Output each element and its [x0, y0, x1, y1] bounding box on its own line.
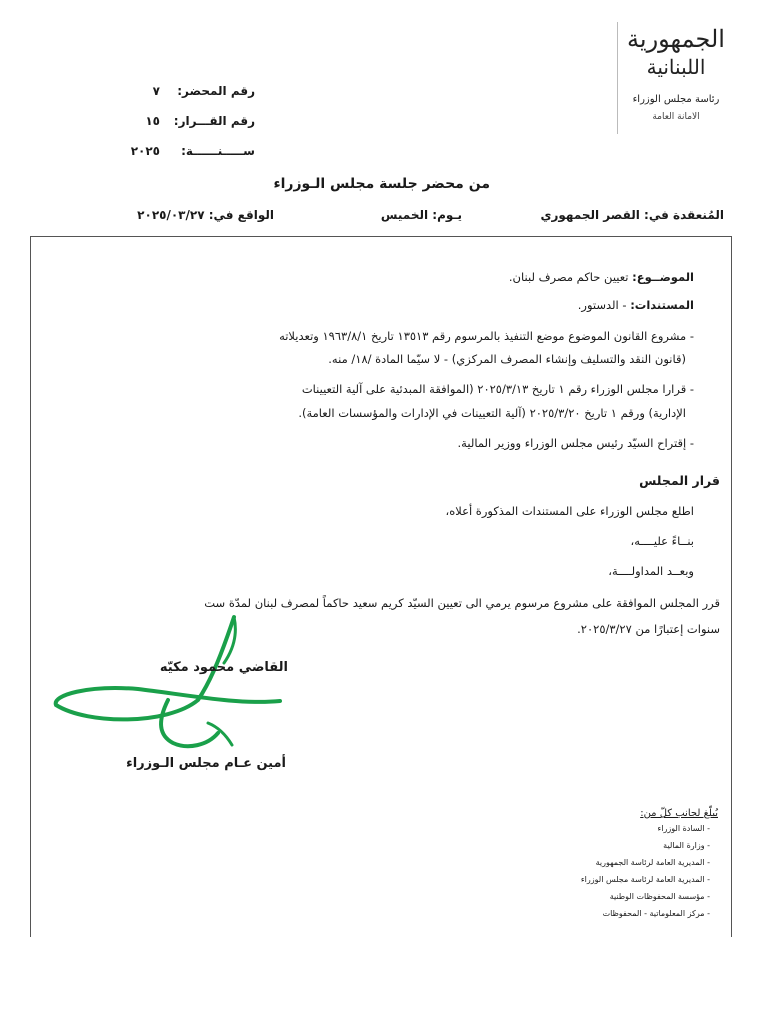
document-item-3: - إقتراح السيّد رئيس مجلس الوزراء ووزير المالية. — [457, 436, 694, 450]
accordingly-line: بنــاءً عليــــه، — [630, 534, 694, 548]
signatory-name: القاضي محمود مكيّه — [159, 660, 288, 675]
documents-first: - الدستور. — [577, 298, 627, 312]
emblem-line-secretariat: الامانة العامة — [652, 112, 700, 122]
signatory-title: أمين عـام مجلس الـوزراء — [126, 756, 286, 771]
emblem-line-presidency: رئاسة مجلس الوزراء — [632, 94, 720, 105]
distribution-item: - مركز المعلوماتية - المحفوظات — [602, 909, 710, 918]
meeting-day: يـوم: الخميس — [380, 208, 462, 222]
document-item-2-line-1: - قرارا مجلس الوزراء رقم ١ تاريخ ٢٠٢٥/٣/١٣ (الموافقة المبدئية على آلية التعيينات — [301, 382, 694, 396]
decision-number-value: ١٥ — [145, 114, 160, 128]
distribution-item: - المديرية العامة لرئاسة مجلس الوزراء — [580, 875, 710, 884]
subject-text: تعيين حاكم مصرف لبنان. — [508, 270, 629, 284]
distribution-item: - وزارة المالية — [663, 841, 710, 850]
reviewed-line: اطلع مجلس الوزراء على المستندات المذكورة أعلاه، — [445, 504, 694, 518]
decision-text-line-2: سنوات إعتبارًا من ٢٠٢٥/٣/٢٧. — [577, 622, 720, 636]
session-number-value: ٧ — [152, 84, 160, 98]
distribution-item: - مؤسسة المحفوظات الوطنية — [609, 892, 710, 901]
council-decision-heading: قرار المجلس — [639, 473, 720, 488]
document-title: من محضر جلسة مجلس الـوزراء — [273, 176, 490, 192]
letterhead-emblem — [617, 22, 746, 134]
decision-number-label: رقم القـــرار: — [173, 114, 255, 128]
emblem-line-republic: الجمهورية — [627, 25, 725, 53]
documents-line — [94, 296, 694, 314]
handwritten-signature — [48, 605, 288, 760]
documents-label: المستندات: — [630, 298, 694, 312]
document-item-2-line-2: الإدارية) ورقم ١ تاريخ ٢٠٢٥/٣/٢٠ (آلية التعيينات في الإدارات والمؤسسات العامة). — [298, 406, 686, 420]
distribution-item: - المديرية العامة لرئاسة الجمهورية — [595, 858, 710, 867]
distribution-item: - السادة الوزراء — [657, 824, 710, 833]
session-number-label: رقم المحضر: — [177, 84, 255, 98]
subject-line — [94, 268, 694, 286]
distribution-list — [581, 820, 710, 922]
year-label: ســـــنــــــة: — [181, 144, 255, 158]
subject-label: الموضــوع: — [632, 270, 694, 284]
meeting-location: المُنعقدة في: القصر الجمهوري — [540, 208, 724, 222]
document-item-1-line-2: (قانون النقد والتسليف وإنشاء المصرف المركزي) - لا سيّما المادة /١٨/ منه. — [328, 352, 686, 366]
deliberation-line: وبعــد المداولــــة، — [608, 564, 694, 578]
document-item-1-line-1: - مشروع القانون الموضوع موضع التنفيذ بالمرسوم رقم ١٣٥١٣ تاريخ ١٩٦٣/٨/١ وتعديلاته — [279, 329, 694, 343]
meeting-date: الواقع في: ٢٠٢٥/٠٣/٢٧ — [137, 208, 274, 222]
emblem-line-lebanese: اللبنانية — [646, 55, 706, 79]
distribution-heading: يُبلّغ لجانب كلّ من: — [640, 808, 718, 819]
year-value: ٢٠٢٥ — [130, 144, 160, 158]
decision-text-line-1: قرر المجلس الموافقة على مشروع مرسوم يرمي الى تعيين السيّد كريم سعيد حاكماً لمصرف لبنان لمدّة ست — [204, 596, 720, 610]
